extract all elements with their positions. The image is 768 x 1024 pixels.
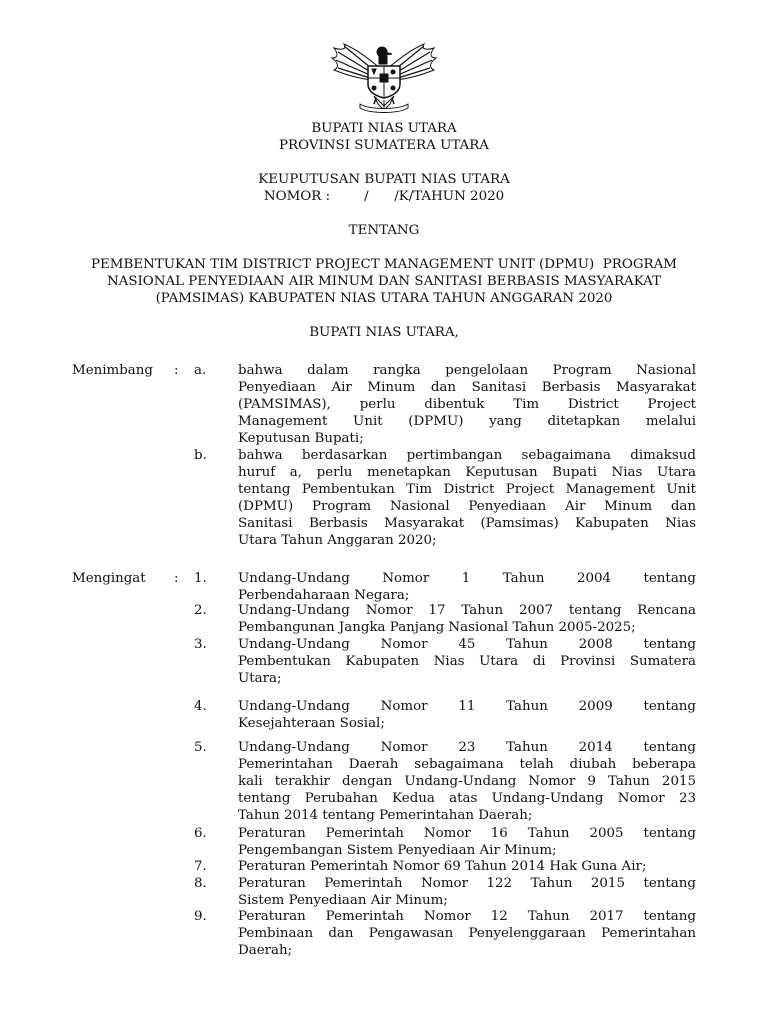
text-line: Daerah;: [238, 943, 293, 958]
text-line: Sanitasi Berbasis Masyarakat (Pamsimas) Kabupaten Nias: [238, 516, 696, 531]
text-line: Undang-Undang Nomor 23 Tahun 2014 tentang: [238, 740, 696, 755]
text-line: Penyediaan Air Minum dan Sanitasi Berbasis Masyarakat: [238, 380, 696, 395]
text-line: Utara;: [238, 671, 282, 686]
text-line: Peraturan Pemerintah Nomor 12 Tahun 2017 tentang: [238, 909, 696, 924]
section-colon: :: [174, 363, 179, 378]
recalling-label: Mengingat: [72, 571, 146, 586]
item-marker: 9.: [194, 909, 207, 924]
considering-item-text: [238, 447, 696, 549]
text-line: Tahun 2014 tentang Pemerintahan Daerah;: [238, 808, 533, 823]
text-line: Utara Tahun Anggaran 2020;: [238, 533, 437, 548]
province-title: PROVINSI SUMATERA UTARA: [279, 138, 489, 153]
item-marker: 1.: [194, 571, 207, 586]
decree-number: NOMOR : / /K/TAHUN 2020: [263, 189, 505, 204]
issuer-heading: BUPATI NIAS UTARA,: [309, 325, 459, 340]
text-line: Undang-Undang Nomor 1 Tahun 2004 tentang: [238, 571, 696, 586]
item-marker: 5.: [194, 740, 207, 755]
text-line: (PAMSIMAS), perlu dibentuk Tim District Project: [238, 397, 696, 412]
text-line: Kesejahteraan Sosial;: [238, 716, 385, 731]
subject-line: PEMBENTUKAN TIM DISTRICT PROJECT MANAGEMENT UNIT (DPMU) PROGRAM: [91, 257, 677, 272]
item-marker: b.: [194, 448, 207, 463]
decree-title: KEUPUTUSAN BUPATI NIAS UTARA: [258, 172, 510, 187]
item-marker: 3.: [194, 637, 207, 652]
item-marker: a.: [194, 363, 207, 378]
text-line: Management Unit (DPMU) yang ditetapkan melalui: [238, 414, 696, 429]
recalling-item-text: [238, 739, 696, 824]
about-heading: TENTANG: [348, 223, 420, 238]
recalling-item-text: [238, 636, 696, 687]
text-line: tentang Perubahan Kedua atas Undang-Undang Nomor 23: [238, 791, 696, 806]
recalling-item-text: [238, 858, 696, 875]
text-line: Pengembangan Sistem Penyediaan Air Minum;: [238, 843, 557, 858]
text-line: Undang-Undang Nomor 17 Tahun 2007 tentang Rencana: [238, 603, 696, 618]
text-line: Peraturan Pemerintah Nomor 69 Tahun 2014 Hak Guna Air;: [238, 859, 647, 874]
text-line: Pemerintahan Daerah sebagaimana telah diubah beberapa: [238, 757, 696, 772]
recalling-item-text: [238, 908, 696, 959]
recalling-item-text: [238, 570, 696, 604]
text-line: Pembentukan Kabupaten Nias Utara di Provinsi Sumatera: [238, 654, 696, 669]
text-line: tentang Pembentukan Tim District Project Management Unit: [238, 482, 696, 497]
text-line: Undang-Undang Nomor 45 Tahun 2008 tentang: [238, 637, 696, 652]
item-marker: 6.: [194, 826, 207, 841]
recalling-item-text: [238, 875, 696, 909]
garuda-emblem-icon: [330, 38, 438, 114]
text-line: Peraturan Pemerintah Nomor 122 Tahun 2015 tentang: [238, 876, 696, 891]
text-line: bahwa dalam rangka pengelolaan Program Nasional: [238, 363, 696, 378]
text-line: Keputusan Bupati;: [238, 431, 364, 446]
text-line: Undang-Undang Nomor 11 Tahun 2009 tentang: [238, 699, 696, 714]
text-line: kali terakhir dengan Undang-Undang Nomor 9 Tahun 2015: [238, 774, 696, 789]
item-marker: 2.: [194, 603, 207, 618]
text-line: Sistem Penyediaan Air Minum;: [238, 893, 448, 908]
official-title: BUPATI NIAS UTARA: [311, 121, 457, 136]
text-line: Pembinaan dan Pengawasan Penyelenggaraan Pemerintahan: [238, 926, 696, 941]
text-line: Pembangunan Jangka Panjang Nasional Tahun 2005-2025;: [238, 620, 636, 635]
recalling-item-text: [238, 698, 696, 732]
text-line: (DPMU) Program Nasional Penyediaan Air Minum dan: [238, 499, 696, 514]
recalling-item-text: [238, 602, 696, 636]
text-line: Perbendaharaan Negara;: [238, 588, 410, 603]
considering-item-text: [238, 362, 696, 447]
subject-line: (PAMSIMAS) KABUPATEN NIAS UTARA TAHUN ANGGARAN 2020: [155, 291, 613, 306]
item-marker: 7.: [194, 859, 207, 874]
item-marker: 8.: [194, 876, 207, 891]
considering-label: Menimbang: [72, 363, 153, 378]
text-line: Peraturan Pemerintah Nomor 16 Tahun 2005 tentang: [238, 826, 696, 841]
text-line: bahwa berdasarkan pertimbangan sebagaimana dimaksud: [238, 448, 696, 463]
text-line: huruf a, perlu menetapkan Keputusan Bupati Nias Utara: [238, 465, 696, 480]
item-marker: 4.: [194, 699, 207, 714]
section-colon: :: [174, 571, 179, 586]
recalling-item-text: [238, 825, 696, 859]
subject-line: NASIONAL PENYEDIAAN AIR MINUM DAN SANITASI BERBASIS MASYARAKAT: [106, 274, 662, 289]
